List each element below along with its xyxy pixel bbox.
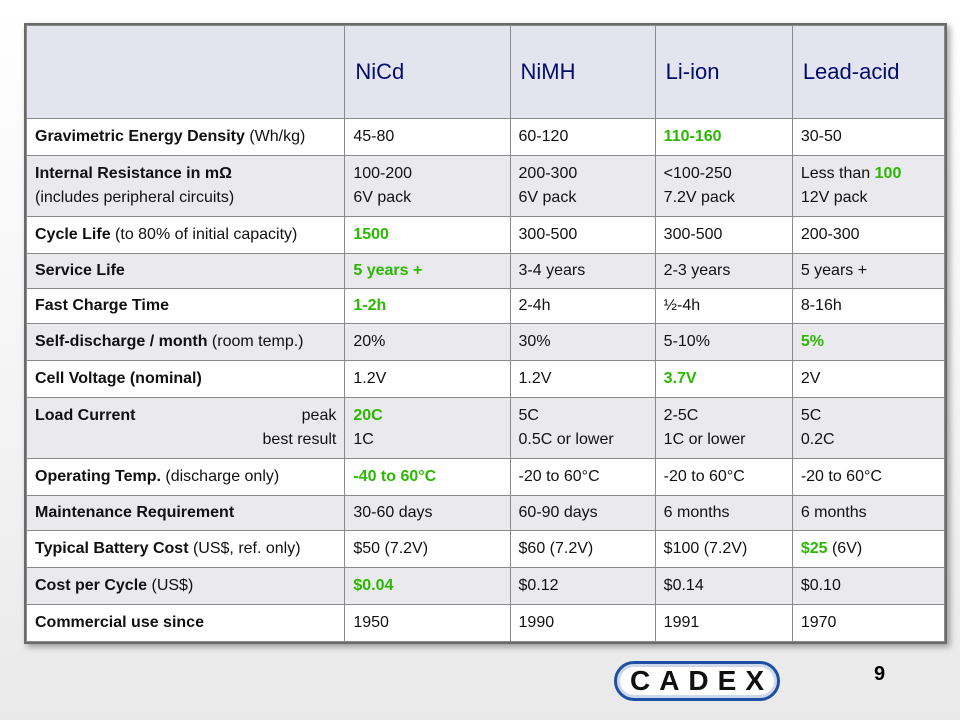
- cell-nicd: 30-60 days: [345, 496, 510, 531]
- cell-nimh: -20 to 60°C: [510, 459, 655, 496]
- cell-li-ion-highlight: 110-160: [655, 119, 792, 156]
- cell-nimh: 60-120: [510, 119, 655, 156]
- cell-lead-acid: 5 years +: [792, 254, 944, 289]
- row-label-bold: Commercial use since: [35, 614, 204, 631]
- cell-nimh: 60-90 days: [510, 496, 655, 531]
- row-label-bold: Internal Resistance in m: [35, 165, 220, 182]
- row-label: [27, 254, 345, 289]
- row-label-note: (US$, ref. only): [188, 540, 301, 557]
- cell-nicd-highlight: -40 to 60°C: [345, 459, 510, 496]
- cell-line-1: 100-200: [353, 165, 413, 182]
- cell-line-1: 5C: [800, 407, 822, 424]
- cell-nimh: 3-4 years: [510, 254, 655, 289]
- cell-nicd-highlight: 5 years +: [345, 254, 510, 289]
- row-label-note: (discharge only): [160, 468, 280, 485]
- row-label-bold: Maintenance Requirement: [35, 504, 235, 521]
- cell-line-1: 200-300: [518, 165, 578, 182]
- cell-nimh: 1990: [510, 605, 655, 642]
- page-number: 9: [874, 663, 886, 685]
- cell-nicd: [345, 156, 510, 217]
- cell-nimh: 2-4h: [510, 289, 655, 324]
- table-row: [27, 398, 945, 459]
- cell-li-ion: 300-500: [655, 217, 792, 254]
- cell-li-ion: 2-3 years: [655, 254, 792, 289]
- cell-nimh: [510, 398, 655, 459]
- row-label-bold: Cycle Life: [35, 226, 111, 243]
- cell-li-ion: $100 (7.2V): [655, 531, 792, 568]
- cell-line-2: 6V pack: [353, 189, 412, 206]
- header-empty-cell: [27, 26, 345, 119]
- cell-li-ion: 6 months: [655, 496, 792, 531]
- row-label: [27, 324, 345, 361]
- row-label: [27, 398, 345, 459]
- load-current-best: best result: [262, 431, 337, 448]
- table-row: [27, 459, 945, 496]
- cell-li-ion: 1991: [655, 605, 792, 642]
- row-label: [27, 156, 345, 217]
- cell-nicd-highlight: 1500: [345, 217, 510, 254]
- row-label: [27, 568, 345, 605]
- row-label: [27, 531, 345, 568]
- cell-nimh: $60 (7.2V): [510, 531, 655, 568]
- cell-line-1: 2-5C: [663, 407, 699, 424]
- row-label-note: (to 80% of initial capacity): [110, 226, 298, 243]
- cell-highlight-value: 20C: [353, 407, 383, 424]
- row-label: [27, 605, 345, 642]
- cell-li-ion-highlight: 3.7V: [655, 361, 792, 398]
- cell-nimh: 30%: [510, 324, 655, 361]
- cell-nimh: $0.12: [510, 568, 655, 605]
- cell-line-1: (6V): [827, 540, 863, 557]
- cell-lead-acid: 6 months: [792, 496, 944, 531]
- header-lead-acid: Lead-acid: [792, 26, 944, 119]
- cell-lead-acid: 8-16h: [792, 289, 944, 324]
- cell-lead-acid: 2V: [792, 361, 944, 398]
- cell-lead-acid: [792, 156, 944, 217]
- cell-line-2: 0.5C or lower: [518, 431, 614, 448]
- cell-li-ion: [655, 156, 792, 217]
- row-label-note: (includes peripheral circuits): [35, 189, 235, 206]
- table-row: [27, 568, 945, 605]
- row-label-bold: Service Life: [35, 262, 125, 279]
- cadex-logo-text: CADEX: [614, 661, 780, 701]
- cell-lead-acid: [792, 531, 944, 568]
- row-label: [27, 217, 345, 254]
- table-row: [27, 324, 945, 361]
- cell-li-ion: -20 to 60°C: [655, 459, 792, 496]
- table-row: [27, 605, 945, 642]
- cell-nimh: 1.2V: [510, 361, 655, 398]
- cell-line-2: 6V pack: [518, 189, 577, 206]
- cell-line-2: 0.2C: [800, 431, 835, 448]
- cell-line-2: 1C or lower: [663, 431, 746, 448]
- table-row: [27, 531, 945, 568]
- cell-lead-acid: [792, 398, 944, 459]
- cell-nicd: [345, 398, 510, 459]
- table-row: [27, 361, 945, 398]
- row-label-note: (room temp.): [207, 333, 304, 350]
- cell-lead-acid: 30-50: [792, 119, 944, 156]
- load-current-line-2: [35, 428, 336, 452]
- load-current-peak: peak: [301, 407, 337, 424]
- cell-lead-acid: -20 to 60°C: [792, 459, 944, 496]
- row-label-bold: Cell Voltage (nominal): [35, 370, 202, 387]
- cell-nicd: 45-80: [345, 119, 510, 156]
- header-nicd: NiCd: [345, 26, 510, 119]
- cell-li-ion: [655, 398, 792, 459]
- row-label-note: (US$): [147, 577, 194, 594]
- cell-lead-acid: 1970: [792, 605, 944, 642]
- row-label: [27, 459, 345, 496]
- row-label: [27, 496, 345, 531]
- row-label-bold: Load Current: [35, 407, 136, 424]
- cell-lead-acid: $0.10: [792, 568, 944, 605]
- row-label-bold: Cost per Cycle: [35, 577, 148, 594]
- row-label-bold: Operating Temp.: [35, 468, 161, 485]
- cell-nicd: 20%: [345, 324, 510, 361]
- row-label: [27, 289, 345, 324]
- cell-lead-acid: 200-300: [792, 217, 944, 254]
- table-row: [27, 119, 945, 156]
- cell-line-2: 1C: [353, 431, 374, 448]
- omega-symbol: Ω: [219, 165, 232, 182]
- row-label: [27, 361, 345, 398]
- row-label-bold: Typical Battery Cost: [35, 540, 189, 557]
- table-header-row: [27, 26, 945, 119]
- cell-nimh: [510, 156, 655, 217]
- cell-lead-acid-highlight: 5%: [792, 324, 944, 361]
- cell-li-ion: $0.14: [655, 568, 792, 605]
- cell-nicd: $50 (7.2V): [345, 531, 510, 568]
- row-label: [27, 119, 345, 156]
- row-label-bold: Fast Charge Time: [35, 297, 169, 314]
- load-current-line-1: [35, 404, 336, 428]
- cell-nicd-highlight: $0.04: [345, 568, 510, 605]
- cell-li-ion: 5-10%: [655, 324, 792, 361]
- cell-line-2: 7.2V pack: [663, 189, 735, 206]
- table-row: [27, 496, 945, 531]
- table-row: [27, 254, 945, 289]
- header-nimh: NiMH: [510, 26, 655, 119]
- cell-line-1: <100-250: [663, 165, 732, 182]
- table-row: [27, 156, 945, 217]
- header-li-ion: Li-ion: [655, 26, 792, 119]
- cell-li-ion: ½-4h: [655, 289, 792, 324]
- cell-line-1: 5C: [518, 407, 539, 424]
- row-label-bold: Gravimetric Energy Density: [35, 128, 245, 145]
- table-row: [27, 289, 945, 324]
- cell-highlight-value: $25: [800, 540, 828, 557]
- table-row: [27, 217, 945, 254]
- cell-nicd: 1950: [345, 605, 510, 642]
- battery-comparison-table: [24, 23, 947, 644]
- cell-nicd-highlight: 1-2h: [345, 289, 510, 324]
- cell-line-2: 12V pack: [800, 189, 868, 206]
- cell-highlight-value: 100: [874, 165, 902, 182]
- row-label-note: (Wh/kg): [244, 128, 306, 145]
- cell-line-1: Less than: [800, 165, 875, 182]
- cadex-logo: [612, 656, 782, 706]
- cell-nicd: 1.2V: [345, 361, 510, 398]
- cell-nimh: 300-500: [510, 217, 655, 254]
- row-label-bold: Self-discharge / month: [35, 333, 208, 350]
